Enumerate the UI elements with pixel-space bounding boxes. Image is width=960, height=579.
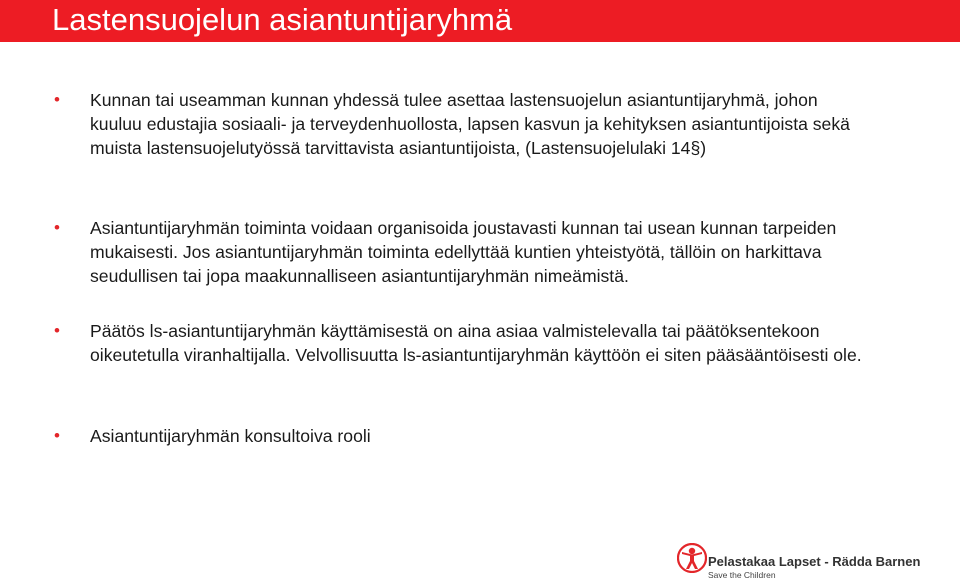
bullet-marker: • — [54, 321, 60, 340]
bullet-text-1: Kunnan tai useamman kunnan yhdessä tulee asettaa lastensuojelun asiantuntijaryhmä, johon kuuluu edustajia sosiaali- ja terveydenhuollosta, lapsen kasvun ja kehityksen asiantuntijoista sekä muista lastensuojelutyössä tarvittavista asiantuntijoista, (Lastensuojelulaki 14§) — [90, 90, 850, 158]
logo-name: Pelastakaa Lapset - Rädda Barnen — [708, 554, 921, 569]
logo-subtitle: Save the Children — [708, 570, 776, 579]
bullet-text-2: Asiantuntijaryhmän toiminta voidaan organisoida joustavasti kunnan tai usean kunnan tarpeiden mukaisesti. Jos asiantuntijaryhmän toiminta edellyttää kuntien yhteistyötä, tällöin on harkittava seudullisen tai jopa maakunnalliseen asiantuntijaryhmän nimeämistä. — [90, 218, 837, 286]
organization-logo — [677, 543, 947, 579]
bullet-text-4: Asiantuntijaryhmän konsultoiva rooli — [90, 426, 371, 446]
title-bar — [0, 0, 960, 42]
bullet-marker: • — [54, 426, 60, 445]
save-the-children-icon — [677, 543, 707, 573]
bullet-marker: • — [54, 90, 60, 109]
bullet-text-3: Päätös ls-asiantuntijaryhmän käyttämisestä on aina asiaa valmistelevalla tai päätöksentekoon oikeutetulla viranhaltijalla. Velvollisuutta ls-asiantuntijaryhmän käyttöön ei siten pääsääntöisesti ole. — [90, 321, 862, 365]
bullet-marker: • — [54, 218, 60, 237]
slide-title: Lastensuojelun asiantuntijaryhmä — [52, 2, 513, 37]
